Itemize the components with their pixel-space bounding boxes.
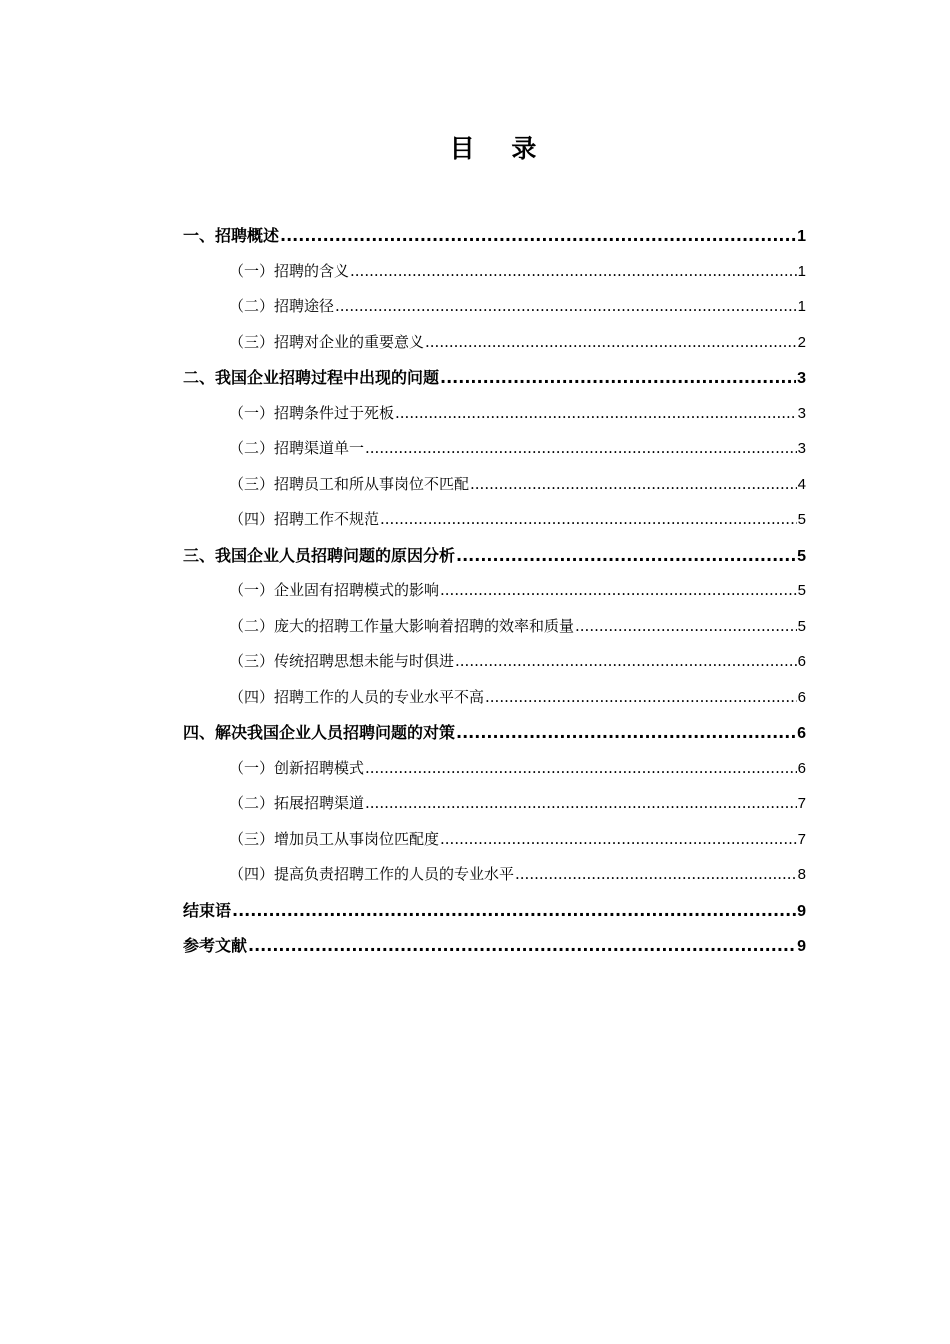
toc-entry[interactable] bbox=[183, 893, 806, 929]
toc-entry[interactable] bbox=[183, 396, 806, 432]
toc-entry-label: （二）庞大的招聘工作量大影响着招聘的效率和质量 bbox=[229, 616, 575, 635]
toc-entry[interactable] bbox=[183, 644, 806, 680]
toc-entry-label: （三）招聘对企业的重要意义 bbox=[229, 332, 425, 351]
toc-entry[interactable] bbox=[183, 325, 806, 361]
toc-entry[interactable] bbox=[183, 786, 806, 822]
toc-page-number: 3 bbox=[797, 404, 806, 422]
toc-entry[interactable] bbox=[183, 360, 806, 396]
toc-dot-leader bbox=[365, 751, 797, 787]
toc-entry[interactable] bbox=[183, 751, 806, 787]
toc-dot-leader bbox=[455, 644, 797, 680]
toc-entry-label: （二）招聘渠道单一 bbox=[229, 439, 365, 457]
toc-entry-label: （一）招聘条件过于死板 bbox=[229, 403, 395, 422]
toc-page-number: 4 bbox=[797, 475, 806, 493]
toc-page-number: 5 bbox=[797, 582, 806, 599]
toc-entry-label: （一）企业固有招聘模式的影响 bbox=[229, 581, 440, 599]
toc-entry[interactable] bbox=[183, 680, 806, 716]
toc-entry-label: 四、解决我国企业人员招聘问题的对策 bbox=[183, 723, 456, 742]
toc-entry-label: （四）提高负责招聘工作的人员的专业水平 bbox=[229, 865, 515, 883]
toc-entry-label: （三）增加员工从事岗位匹配度 bbox=[229, 829, 440, 848]
toc-entry-label: 参考文献 bbox=[183, 936, 248, 955]
toc-page-number: 2 bbox=[797, 333, 806, 351]
toc-page-number: 9 bbox=[797, 938, 806, 955]
toc-page-number: 5 bbox=[797, 511, 806, 528]
toc-page-number: 1 bbox=[797, 228, 806, 245]
toc-entry[interactable] bbox=[183, 254, 806, 290]
toc-page-number: 6 bbox=[797, 725, 806, 742]
toc-entry-label: （三）招聘员工和所从事岗位不匹配 bbox=[229, 474, 470, 493]
toc-dot-leader bbox=[440, 573, 797, 609]
toc-dot-leader bbox=[575, 609, 797, 645]
toc-dot-leader bbox=[365, 786, 797, 822]
toc-entry[interactable] bbox=[183, 715, 806, 751]
toc-page-number: 7 bbox=[797, 830, 806, 848]
toc-entry[interactable] bbox=[183, 857, 806, 893]
toc-entry[interactable] bbox=[183, 928, 806, 964]
toc-page-number: 3 bbox=[797, 440, 806, 457]
toc-page-number: 7 bbox=[797, 795, 806, 812]
toc-page-number: 6 bbox=[797, 688, 806, 706]
toc-page-number: 5 bbox=[797, 617, 806, 635]
toc-dot-leader bbox=[485, 680, 797, 716]
toc-entry[interactable] bbox=[183, 609, 806, 645]
toc-entry-label: （四）招聘工作不规范 bbox=[229, 510, 380, 528]
toc-dot-leader bbox=[456, 538, 796, 574]
toc-dot-leader bbox=[335, 289, 797, 325]
toc-dot-leader bbox=[248, 928, 796, 964]
toc-entry-label: 一、招聘概述 bbox=[183, 226, 280, 245]
toc-dot-leader bbox=[425, 325, 797, 361]
toc-entry[interactable] bbox=[183, 822, 806, 858]
toc-entry[interactable] bbox=[183, 502, 806, 538]
toc-page-number: 3 bbox=[797, 370, 806, 387]
toc-dot-leader bbox=[380, 502, 797, 538]
toc-dot-leader bbox=[232, 893, 796, 929]
toc-entry-label: （二）招聘途径 bbox=[229, 297, 335, 315]
toc-entry-label: 三、我国企业人员招聘问题的原因分析 bbox=[183, 545, 456, 565]
toc-entry-label: （一）创新招聘模式 bbox=[229, 758, 365, 777]
toc-entry[interactable] bbox=[183, 289, 806, 325]
toc-entry[interactable] bbox=[183, 573, 806, 609]
toc-dot-leader bbox=[470, 467, 797, 503]
toc-dot-leader bbox=[440, 360, 796, 396]
toc-entry[interactable] bbox=[183, 218, 806, 254]
toc-page-number: 6 bbox=[797, 759, 806, 777]
toc-dot-leader bbox=[350, 254, 797, 290]
toc-entry-label: 二、我国企业招聘过程中出现的问题 bbox=[183, 368, 440, 387]
toc-dot-leader bbox=[280, 218, 796, 254]
toc-entry-label: （四）招聘工作的人员的专业水平不高 bbox=[229, 687, 485, 706]
toc-entry-label: （三）传统招聘思想未能与时俱进 bbox=[229, 652, 455, 670]
toc-dot-leader bbox=[395, 396, 797, 432]
toc-entry[interactable] bbox=[183, 431, 806, 467]
toc-page-number: 8 bbox=[797, 866, 806, 883]
toc-page-number: 6 bbox=[797, 653, 806, 670]
toc-dot-leader bbox=[365, 431, 797, 467]
toc-page-number: 9 bbox=[797, 902, 806, 920]
toc-entry[interactable] bbox=[183, 467, 806, 503]
table-of-contents bbox=[183, 218, 806, 964]
toc-entry-label: （一）招聘的含义 bbox=[229, 261, 350, 280]
toc-dot-leader bbox=[440, 822, 797, 858]
toc-page-number: 1 bbox=[797, 262, 806, 280]
toc-dot-leader bbox=[456, 715, 796, 751]
toc-page-number: 5 bbox=[797, 547, 806, 565]
toc-title: 目 录 bbox=[449, 134, 551, 163]
toc-page-number: 1 bbox=[797, 298, 806, 315]
toc-entry-label: 结束语 bbox=[183, 900, 232, 920]
toc-dot-leader bbox=[515, 857, 797, 893]
toc-entry-label: （二）拓展招聘渠道 bbox=[229, 794, 365, 812]
toc-entry[interactable] bbox=[183, 538, 806, 574]
